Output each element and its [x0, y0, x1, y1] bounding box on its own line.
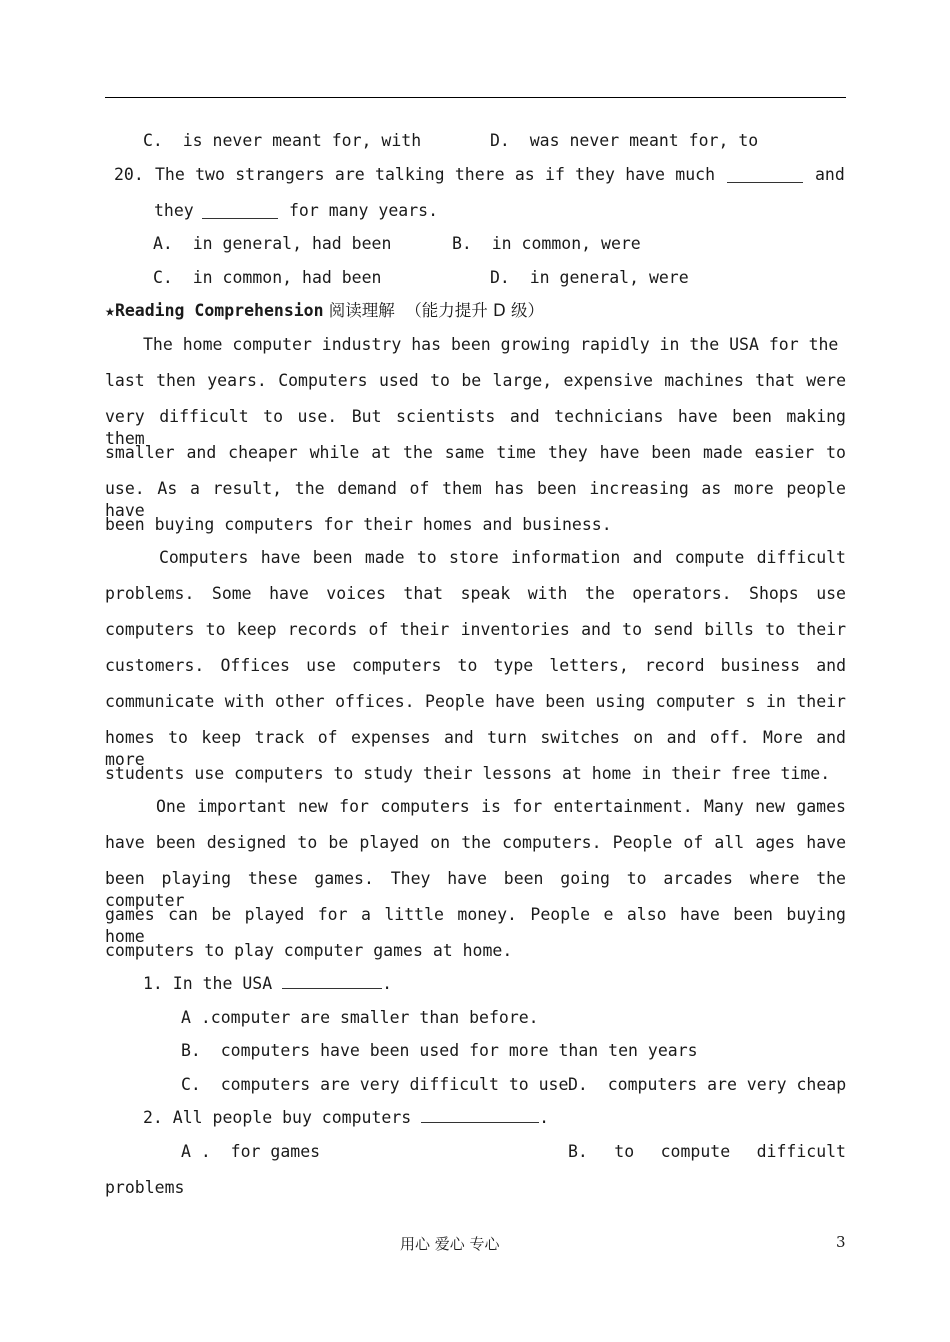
- q1-stem-end: .: [382, 974, 393, 993]
- passage-p1-line-3: very difficult to use. But scientists and technicians have been making them: [105, 407, 846, 448]
- q20-option-d: D. in general, were: [490, 268, 689, 287]
- q1-option-b: B. computers have been used for more than ten years: [181, 1041, 698, 1060]
- passage-p2-line-5: communicate with other offices. People have been using computer s in their: [105, 692, 846, 711]
- passage-p1-line-2: last then years. Computers used to be large, expensive machines that were: [105, 371, 846, 390]
- q1-option-d: D. computers are very cheap: [568, 1075, 847, 1094]
- q20-option-c: C. in common, had been: [153, 268, 382, 287]
- section-subtitle: 阅读理解 （能力提升 D 级）: [323, 301, 544, 320]
- passage-p3-line-5: computers to play computer games at home.: [105, 941, 513, 960]
- passage-p1-line-5: use. As a result, the demand of them has been increasing as more people have: [105, 479, 846, 520]
- passage-p2-line-3: computers to keep records of their inventories and to send bills to their: [105, 620, 846, 639]
- passage-p1-line-1: The home computer industry has been growing rapidly in the USA for the: [143, 335, 839, 354]
- footer-slogan: 用心 爱心 专心: [400, 1235, 500, 1253]
- q20-number: 20.: [114, 165, 144, 184]
- q19-option-c: C. is never meant for, with: [143, 131, 422, 150]
- q1-blank: [282, 973, 382, 989]
- q20-stem-they: they: [154, 201, 194, 220]
- q2-stem-text: 2. All people buy computers: [143, 1108, 422, 1127]
- q2-stem-end: .: [539, 1108, 550, 1127]
- passage-p2-line-1: Computers have been made to store information and compute difficult: [159, 548, 846, 567]
- passage-p3-line-4: games can be played for a little money. People e also have been buying home: [105, 905, 846, 946]
- q20-blank-1: [727, 167, 803, 183]
- header-rule: [105, 97, 846, 98]
- passage-p3-line-3: been playing these games. They have been going to arcades where the computer: [105, 869, 846, 910]
- section-heading: [105, 300, 544, 322]
- q2-stem: [143, 1107, 549, 1129]
- passage-p2-line-2: problems. Some have voices that speak with the operators. Shops use: [105, 584, 846, 603]
- q20-stem-rest: for many years.: [289, 201, 439, 220]
- q20-blank-2: [202, 203, 278, 219]
- q20-option-b: B. in common, were: [452, 234, 641, 253]
- q2-option-a: A . for games: [181, 1142, 321, 1161]
- q20-option-a: A. in general, had been: [153, 234, 392, 253]
- q2-option-b-continued: problems: [105, 1178, 185, 1197]
- passage-p1-line-4: smaller and cheaper while at the same time they have been made easier to: [105, 443, 846, 462]
- passage-p3-line-2: have been designed to be played on the computers. People of all ages have: [105, 833, 846, 852]
- q2-blank: [421, 1107, 539, 1123]
- q2-option-b: B. to compute difficult: [568, 1142, 846, 1161]
- q1-stem-text: 1. In the USA: [143, 974, 283, 993]
- q1-option-c: C. computers are very difficult to use: [181, 1075, 569, 1094]
- star-icon: ★: [105, 301, 115, 320]
- q20-stem-and: and: [815, 165, 845, 184]
- passage-p2-line-7: students use computers to study their lessons at home in their free time.: [105, 764, 831, 783]
- q20-stem-part1: The two strangers are talking there as if they have much: [155, 165, 715, 184]
- page-number: 3: [836, 1233, 846, 1251]
- passage-p2-line-4: customers. Offices use computers to type letters, record business and: [105, 656, 846, 675]
- q1-option-a: A .computer are smaller than before.: [181, 1008, 539, 1027]
- passage-p3-line-1: One important new for computers is for entertainment. Many new games: [156, 797, 846, 816]
- passage-p1-line-6: been buying computers for their homes and business.: [105, 515, 612, 534]
- passage-p2-line-6: homes to keep track of expenses and turn switches on and off. More and more: [105, 728, 846, 769]
- section-title: Reading Comprehension: [114, 301, 324, 320]
- q1-stem: [143, 973, 392, 995]
- q19-option-d: D. was never meant for, to: [490, 131, 759, 150]
